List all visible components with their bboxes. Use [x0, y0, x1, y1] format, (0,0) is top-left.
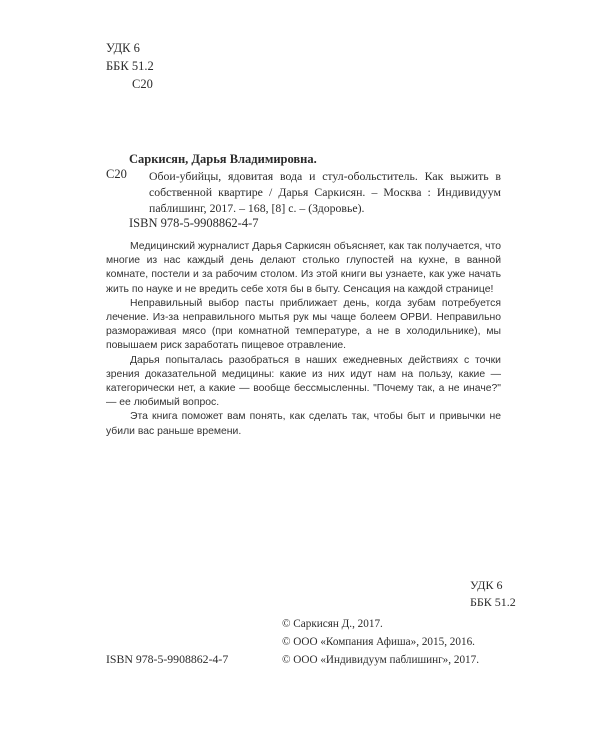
copyright-line: © Саркисян Д., 2017. [282, 618, 383, 630]
abstract-paragraph: Неправильный выбор пасты приближает день, когда зубам потребуется лечение. Из-за неправильного мытья рук мы чаще болеем ОРВИ. Неправильно размораживая мясо (при комнатной температуре, а не в холодильнике), мы повышаем риск заработать пищевое отравление. [106, 297, 501, 352]
bibliographic-description: Обои-убийцы, ядовитая вода и стул-обольститель. Как выжить в собственной квартире / Дарья Саркисян. – Москва : Индивидуум паблишинг, 2017. – 168, [8] с. – (Здоровье). [149, 169, 501, 215]
isbn-record: ISBN 978-5-9908862-4-7 [129, 216, 259, 230]
footer-bbk: ББК 51.2 [470, 595, 516, 609]
abstract [106, 240, 501, 439]
footer-isbn: ISBN 978-5-9908862-4-7 [106, 652, 229, 666]
abstract-paragraph: Медицинский журналист Дарья Саркисян объясняет, как так получается, что многие из нас каждый день делают столько глупостей на кухне, в ванной комнате, постели и за рабочим столом. Из этой книги вы узнаете, как уже начать жить по науке и не вредить себе хотя бы в быту. Сенсация на каждой странице! [106, 241, 501, 295]
udk-code: УДК 6 [106, 41, 140, 55]
copyright-line: © ООО «Компания Афиша», 2015, 2016. [282, 636, 475, 648]
abstract-paragraph: Эта книга поможет вам понять, как сделать так, чтобы быт и привычки не убили вас раньше времени. [106, 411, 501, 437]
author-code: С20 [132, 77, 153, 91]
footer-classification [470, 577, 516, 611]
footer-udk: УДК 6 [470, 578, 503, 592]
copyright-line: © ООО «Индивидуум паблишинг», 2017. [282, 654, 480, 666]
author-heading: Саркисян, Дарья Владимировна. [129, 152, 317, 166]
copyright-block [282, 615, 479, 669]
bbk-code: ББК 51.2 [106, 59, 154, 73]
abstract-paragraph: Дарья попыталась разобраться в наших ежедневных действиях с точки зрения доказательной медицины: какие из них идут нам на пользу, какие — категорически нет, а какие — вообще бессмысленны. "Почему так, а не иначе?" — ее любимый вопрос. [106, 354, 501, 409]
catalog-code: С20 [106, 167, 127, 181]
classification-block [106, 39, 154, 93]
